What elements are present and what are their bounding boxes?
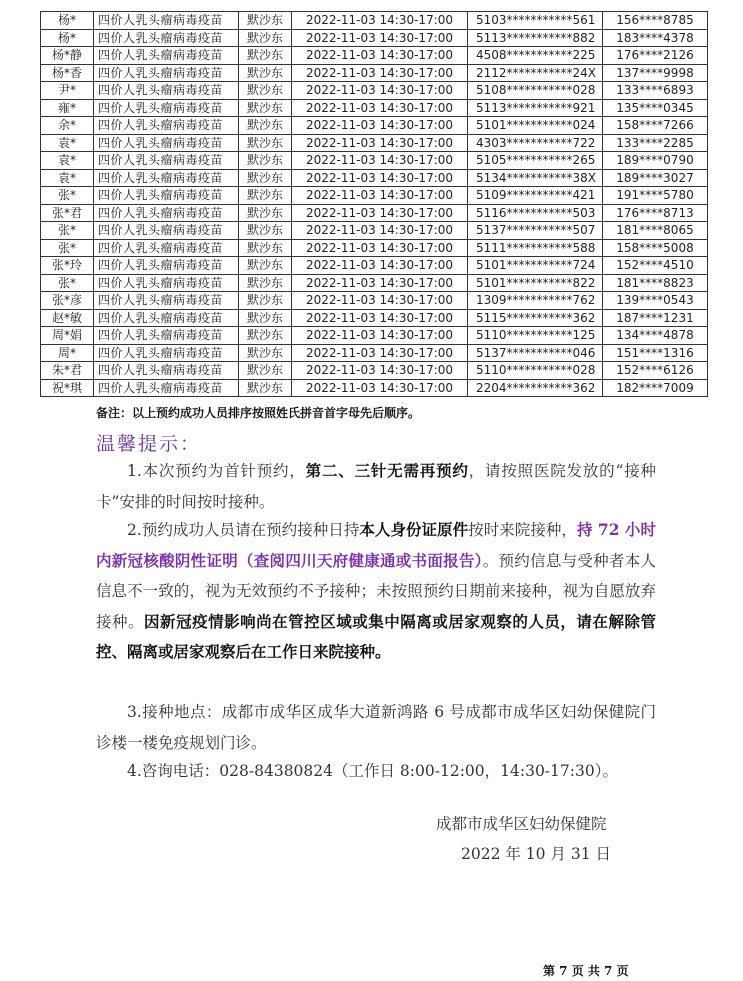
- cell-name: 张*: [41, 222, 94, 240]
- cell-vaccine: 四价人乳头瘤病毒疫苗: [94, 12, 239, 30]
- cell-name: 张*: [41, 274, 94, 292]
- cell-name: 杨*静: [41, 47, 94, 65]
- table-row: [41, 169, 708, 187]
- cell-vaccine: 四价人乳头瘤病毒疫苗: [94, 152, 239, 170]
- signature-date: 2022 年 10 月 31 日: [461, 845, 612, 863]
- cell-vaccine: 四价人乳头瘤病毒疫苗: [94, 309, 239, 327]
- cell-phone: 176****2126: [603, 47, 708, 65]
- cell-manufacturer: 默沙东: [239, 362, 292, 380]
- table-row: [41, 274, 708, 292]
- cell-vaccine: 四价人乳头瘤病毒疫苗: [94, 82, 239, 100]
- cell-phone: 133****6893: [603, 82, 708, 100]
- cell-name: 杨*: [41, 29, 94, 47]
- cell-id-number: 5110***********125: [468, 327, 603, 345]
- tip-1-text-a: 1.本次预约为首针预约，: [127, 462, 306, 480]
- cell-id-number: 5113***********921: [468, 99, 603, 117]
- tip-2-text-a: 2.预约成功人员请在预约接种日持: [127, 521, 360, 539]
- tip-2-text-e: 。预约信息与受种者本人信息不一致的，视为无效预约不予接种；未按照预约日期前来接种，视为自愿放弃接种。: [96, 551, 656, 631]
- cell-id-number: 5109***********421: [468, 187, 603, 205]
- cell-vaccine: 四价人乳头瘤病毒疫苗: [94, 257, 239, 275]
- table-note: 备注：以上预约成功人员排序按照姓氏拼音首字母先后顺序。: [96, 406, 421, 420]
- tip-1: [96, 456, 656, 517]
- cell-vaccine: 四价人乳头瘤病毒疫苗: [94, 204, 239, 222]
- cell-appointment-time: 2022-11-03 14:30-17:00: [292, 29, 468, 47]
- tip-2-bold-id: 本人身份证原件: [359, 520, 469, 539]
- cell-vaccine: 四价人乳头瘤病毒疫苗: [94, 99, 239, 117]
- cell-manufacturer: 默沙东: [239, 29, 292, 47]
- cell-manufacturer: 默沙东: [239, 274, 292, 292]
- table-row: [41, 344, 708, 362]
- table-row: [41, 309, 708, 327]
- cell-id-number: 5108***********028: [468, 82, 603, 100]
- table-row: [41, 152, 708, 170]
- cell-vaccine: 四价人乳头瘤病毒疫苗: [94, 47, 239, 65]
- table-row: [41, 99, 708, 117]
- page-number: 第 7 页 共 7 页: [543, 964, 629, 978]
- cell-appointment-time: 2022-11-03 14:30-17:00: [292, 152, 468, 170]
- cell-id-number: 5101***********822: [468, 274, 603, 292]
- cell-appointment-time: 2022-11-03 14:30-17:00: [292, 309, 468, 327]
- table-row: [41, 379, 708, 397]
- cell-phone: 158****5008: [603, 239, 708, 257]
- cell-vaccine: 四价人乳头瘤病毒疫苗: [94, 362, 239, 380]
- cell-manufacturer: 默沙东: [239, 257, 292, 275]
- cell-id-number: 5113***********882: [468, 29, 603, 47]
- cell-name: 袁*: [41, 134, 94, 152]
- cell-name: 周*: [41, 344, 94, 362]
- tip-1-bold: 第二、三针无需再预约: [305, 461, 469, 480]
- signature-organization: 成都市成华区妇幼保健院: [436, 815, 607, 833]
- table-row: [41, 29, 708, 47]
- cell-id-number: 2112***********24X: [468, 64, 603, 82]
- cell-phone: 152****6126: [603, 362, 708, 380]
- cell-appointment-time: 2022-11-03 14:30-17:00: [292, 47, 468, 65]
- cell-appointment-time: 2022-11-03 14:30-17:00: [292, 187, 468, 205]
- cell-appointment-time: 2022-11-03 14:30-17:00: [292, 362, 468, 380]
- cell-vaccine: 四价人乳头瘤病毒疫苗: [94, 117, 239, 135]
- cell-phone: 176****8713: [603, 204, 708, 222]
- cell-vaccine: 四价人乳头瘤病毒疫苗: [94, 344, 239, 362]
- cell-name: 赵*敏: [41, 309, 94, 327]
- cell-manufacturer: 默沙东: [239, 327, 292, 345]
- table-row: [41, 327, 708, 345]
- cell-phone: 133****2285: [603, 134, 708, 152]
- cell-manufacturer: 默沙东: [239, 99, 292, 117]
- cell-manufacturer: 默沙东: [239, 117, 292, 135]
- cell-manufacturer: 默沙东: [239, 82, 292, 100]
- cell-appointment-time: 2022-11-03 14:30-17:00: [292, 292, 468, 310]
- table-row: [41, 239, 708, 257]
- cell-manufacturer: 默沙东: [239, 152, 292, 170]
- cell-phone: 187****1231: [603, 309, 708, 327]
- cell-appointment-time: 2022-11-03 14:30-17:00: [292, 64, 468, 82]
- cell-id-number: 5116***********503: [468, 204, 603, 222]
- cell-id-number: 5101***********024: [468, 117, 603, 135]
- cell-vaccine: 四价人乳头瘤病毒疫苗: [94, 169, 239, 187]
- table-row: [41, 222, 708, 240]
- cell-phone: 191****5780: [603, 187, 708, 205]
- cell-manufacturer: 默沙东: [239, 204, 292, 222]
- cell-id-number: 5110***********028: [468, 362, 603, 380]
- cell-id-number: 5101***********724: [468, 257, 603, 275]
- cell-phone: 137****9998: [603, 64, 708, 82]
- cell-vaccine: 四价人乳头瘤病毒疫苗: [94, 134, 239, 152]
- table-row: [41, 82, 708, 100]
- cell-manufacturer: 默沙东: [239, 187, 292, 205]
- table-row: [41, 204, 708, 222]
- cell-appointment-time: 2022-11-03 14:30-17:00: [292, 12, 468, 30]
- cell-name: 朱*君: [41, 362, 94, 380]
- cell-name: 袁*: [41, 152, 94, 170]
- tip-2-bold-control: 因新冠疫情影响尚在管控区域或集中隔离或居家观察的人员，请在解除管控、隔离或居家观察后在工作日来院接种。: [96, 611, 656, 661]
- cell-appointment-time: 2022-11-03 14:30-17:00: [292, 379, 468, 397]
- table-row: [41, 47, 708, 65]
- cell-appointment-time: 2022-11-03 14:30-17:00: [292, 204, 468, 222]
- cell-name: 张*君: [41, 204, 94, 222]
- cell-appointment-time: 2022-11-03 14:30-17:00: [292, 117, 468, 135]
- tip-2-purple-nucleic: 持 72 小时内新冠核酸阴性证明（查阅四川天府健康通或书面报告）: [96, 520, 656, 570]
- cell-manufacturer: 默沙东: [239, 12, 292, 30]
- cell-vaccine: 四价人乳头瘤病毒疫苗: [94, 379, 239, 397]
- cell-id-number: 5134***********38X: [468, 169, 603, 187]
- cell-id-number: 5111***********588: [468, 239, 603, 257]
- cell-phone: 152****4510: [603, 257, 708, 275]
- cell-name: 张*玲: [41, 257, 94, 275]
- cell-manufacturer: 默沙东: [239, 47, 292, 65]
- table-row: [41, 257, 708, 275]
- cell-manufacturer: 默沙东: [239, 64, 292, 82]
- cell-manufacturer: 默沙东: [239, 379, 292, 397]
- cell-manufacturer: 默沙东: [239, 292, 292, 310]
- cell-manufacturer: 默沙东: [239, 344, 292, 362]
- table-row: [41, 187, 708, 205]
- cell-id-number: 5137***********507: [468, 222, 603, 240]
- cell-name: 张*: [41, 239, 94, 257]
- cell-phone: 189****0790: [603, 152, 708, 170]
- cell-vaccine: 四价人乳头瘤病毒疫苗: [94, 239, 239, 257]
- cell-id-number: 5103***********561: [468, 12, 603, 30]
- table-row: [41, 362, 708, 380]
- cell-name: 杨*香: [41, 64, 94, 82]
- cell-phone: 139****0543: [603, 292, 708, 310]
- cell-manufacturer: 默沙东: [239, 169, 292, 187]
- cell-id-number: 5115***********362: [468, 309, 603, 327]
- table-row: [41, 64, 708, 82]
- cell-phone: 134****4878: [603, 327, 708, 345]
- cell-name: 祝*琪: [41, 379, 94, 397]
- cell-phone: 189****3027: [603, 169, 708, 187]
- cell-id-number: 5105***********265: [468, 152, 603, 170]
- cell-appointment-time: 2022-11-03 14:30-17:00: [292, 274, 468, 292]
- tip-2: [96, 515, 656, 668]
- cell-appointment-time: 2022-11-03 14:30-17:00: [292, 222, 468, 240]
- cell-appointment-time: 2022-11-03 14:30-17:00: [292, 99, 468, 117]
- cell-appointment-time: 2022-11-03 14:30-17:00: [292, 169, 468, 187]
- cell-id-number: 5137***********046: [468, 344, 603, 362]
- table-row: [41, 134, 708, 152]
- cell-phone: 181****8823: [603, 274, 708, 292]
- cell-phone: 151****1316: [603, 344, 708, 362]
- cell-phone: 182****7009: [603, 379, 708, 397]
- cell-name: 雍*: [41, 99, 94, 117]
- table-row: [41, 117, 708, 135]
- cell-name: 袁*: [41, 169, 94, 187]
- cell-appointment-time: 2022-11-03 14:30-17:00: [292, 327, 468, 345]
- tip-1-text-c: ，请按照医院发放的“接种卡”安排的时间按时接种。: [96, 462, 656, 511]
- table-row: [41, 292, 708, 310]
- cell-name: 周*娟: [41, 327, 94, 345]
- cell-vaccine: 四价人乳头瘤病毒疫苗: [94, 327, 239, 345]
- cell-vaccine: 四价人乳头瘤病毒疫苗: [94, 29, 239, 47]
- cell-phone: 156****8785: [603, 12, 708, 30]
- cell-name: 余*: [41, 117, 94, 135]
- cell-vaccine: 四价人乳头瘤病毒疫苗: [94, 222, 239, 240]
- cell-id-number: 4508***********225: [468, 47, 603, 65]
- cell-name: 张*: [41, 187, 94, 205]
- cell-manufacturer: 默沙东: [239, 134, 292, 152]
- cell-appointment-time: 2022-11-03 14:30-17:00: [292, 344, 468, 362]
- cell-name: 张*彦: [41, 292, 94, 310]
- cell-manufacturer: 默沙东: [239, 239, 292, 257]
- cell-appointment-time: 2022-11-03 14:30-17:00: [292, 82, 468, 100]
- appointment-table: [40, 11, 708, 397]
- table-row: [41, 12, 708, 30]
- tip-3: 3.接种地点：成都市成华区成华大道新鸿路 6 号成都市成华区妇幼保健院门诊楼一楼免疫规划门诊。: [96, 703, 656, 752]
- cell-vaccine: 四价人乳头瘤病毒疫苗: [94, 187, 239, 205]
- cell-vaccine: 四价人乳头瘤病毒疫苗: [94, 64, 239, 82]
- tip-2-text-c: 按时来院接种，: [468, 521, 577, 539]
- cell-manufacturer: 默沙东: [239, 222, 292, 240]
- cell-phone: 135****0345: [603, 99, 708, 117]
- cell-phone: 183****4378: [603, 29, 708, 47]
- cell-phone: 158****7266: [603, 117, 708, 135]
- cell-manufacturer: 默沙东: [239, 309, 292, 327]
- cell-id-number: 4303***********722: [468, 134, 603, 152]
- cell-name: 杨*: [41, 12, 94, 30]
- cell-appointment-time: 2022-11-03 14:30-17:00: [292, 239, 468, 257]
- cell-appointment-time: 2022-11-03 14:30-17:00: [292, 257, 468, 275]
- cell-appointment-time: 2022-11-03 14:30-17:00: [292, 134, 468, 152]
- cell-vaccine: 四价人乳头瘤病毒疫苗: [94, 274, 239, 292]
- tips-title: 温馨提示：: [96, 433, 202, 455]
- cell-vaccine: 四价人乳头瘤病毒疫苗: [94, 292, 239, 310]
- cell-id-number: 1309***********762: [468, 292, 603, 310]
- cell-phone: 181****8065: [603, 222, 708, 240]
- appointment-table-body: [41, 12, 708, 397]
- tip-4: 4.咨询电话：028-84380824（工作日 8:00-12:00，14:30-17:30）。: [127, 762, 618, 780]
- cell-id-number: 2204***********362: [468, 379, 603, 397]
- cell-name: 尹*: [41, 82, 94, 100]
